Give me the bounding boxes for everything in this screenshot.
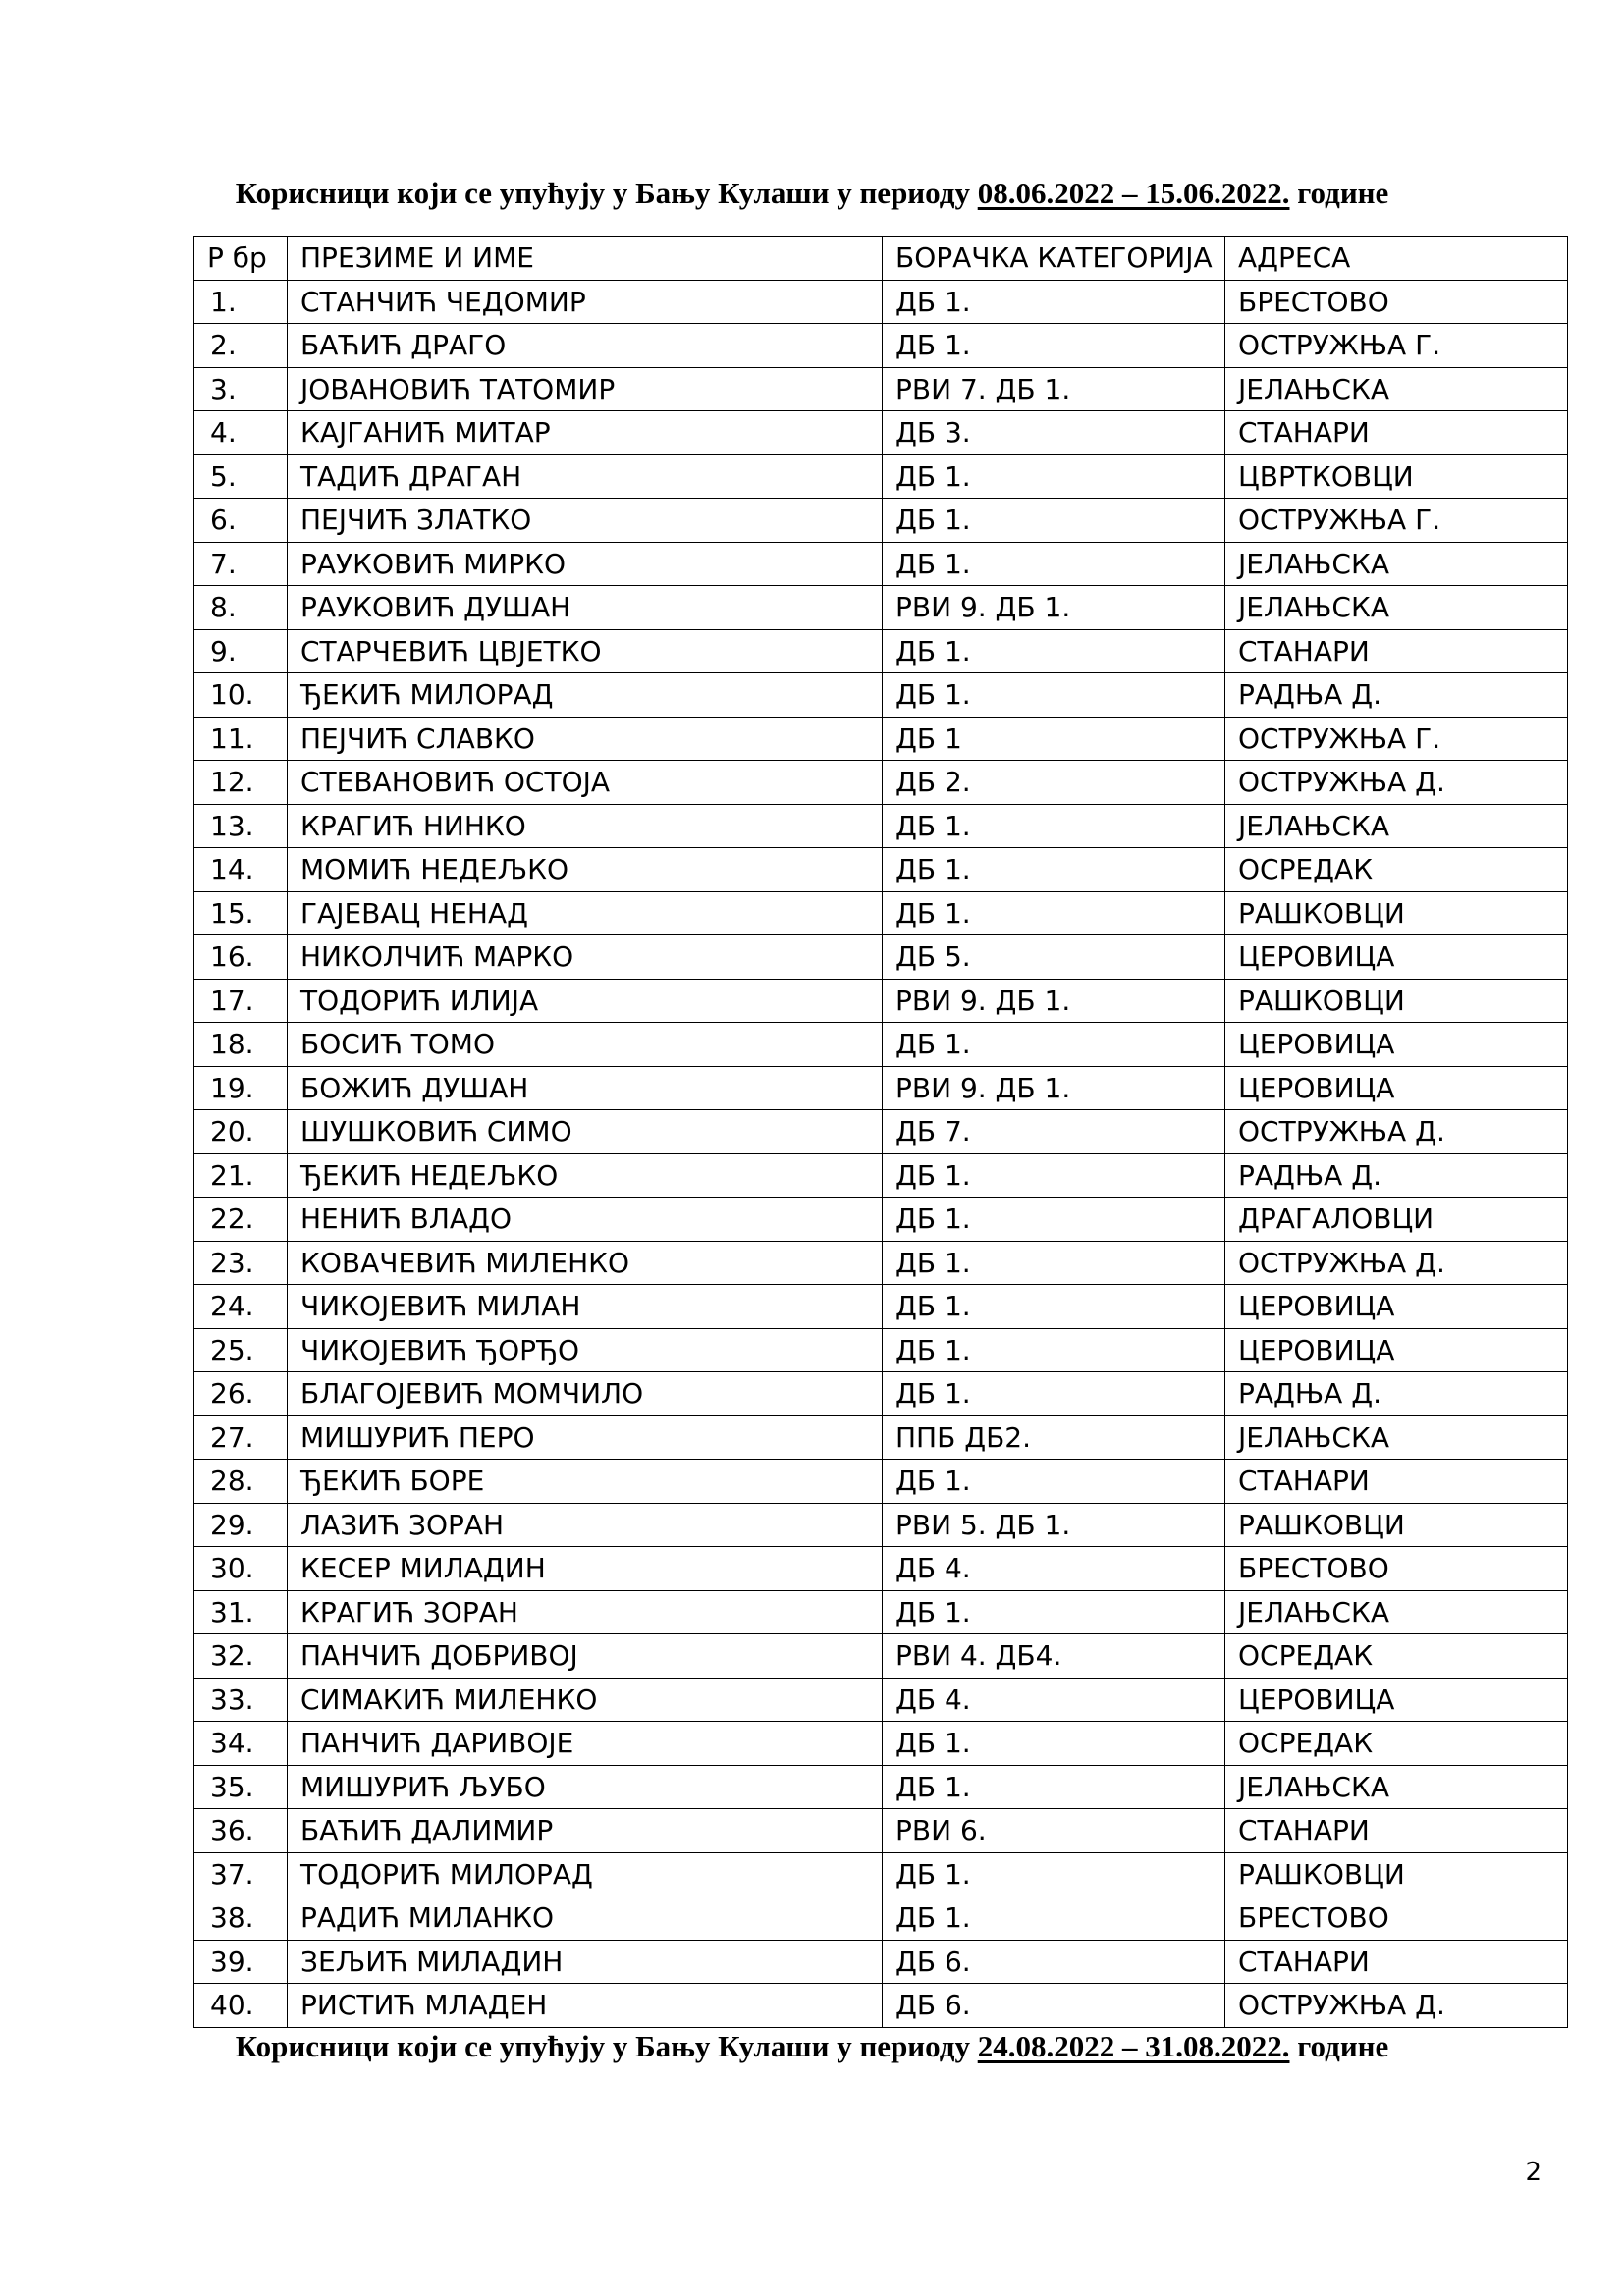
cell-name: КРАГИЋ НИНКО	[288, 804, 883, 848]
table-row	[194, 629, 1568, 673]
cell-number: 27.	[194, 1415, 288, 1460]
cell-number: 8.	[194, 586, 288, 630]
cell-name: НИКОЛЧИЋ МАРКО	[288, 935, 883, 980]
cell-category: ДБ 1.	[883, 499, 1225, 543]
cell-name: БАЋИЋ ДРАГО	[288, 324, 883, 368]
cell-number: 31.	[194, 1590, 288, 1634]
cell-address: РАДЊА Д.	[1225, 1372, 1568, 1416]
cell-category: РВИ 7. ДБ 1.	[883, 367, 1225, 411]
cell-category: ДБ 1.	[883, 1023, 1225, 1067]
cell-number: 39.	[194, 1940, 288, 1984]
cell-category: ДБ 1.	[883, 324, 1225, 368]
cell-name: МОМИЋ НЕДЕЉКО	[288, 848, 883, 892]
cell-address: ЈЕЛАЊСКА	[1225, 367, 1568, 411]
list-heading-second-period	[0, 2027, 1624, 2066]
cell-name: НЕНИЋ ВЛАДО	[288, 1198, 883, 1242]
cell-number: 11.	[194, 717, 288, 761]
cell-name: КОВАЧЕВИЋ МИЛЕНКО	[288, 1241, 883, 1285]
cell-category: ДБ 1.	[883, 1460, 1225, 1504]
cell-number: 35.	[194, 1765, 288, 1809]
table-row	[194, 1634, 1568, 1679]
table-header-row	[194, 237, 1568, 281]
cell-name: ПЕЈЧИЋ ЗЛАТКО	[288, 499, 883, 543]
cell-name: БЛАГОЈЕВИЋ МОМЧИЛО	[288, 1372, 883, 1416]
cell-address: ЈЕЛАЊСКА	[1225, 1415, 1568, 1460]
cell-category: ДБ 6.	[883, 1984, 1225, 2028]
cell-name: ЧИКОЈЕВИЋ МИЛАН	[288, 1285, 883, 1329]
table-row	[194, 1285, 1568, 1329]
cell-address: ОСТРУЖЊА Д.	[1225, 1241, 1568, 1285]
table-row	[194, 1765, 1568, 1809]
list-heading-first-period	[0, 174, 1624, 213]
cell-address: ЈЕЛАЊСКА	[1225, 1765, 1568, 1809]
cell-number: 5.	[194, 454, 288, 499]
table-row	[194, 761, 1568, 805]
cell-category: ДБ 1.	[883, 1198, 1225, 1242]
cell-category: ДБ 6.	[883, 1940, 1225, 1984]
cell-address: ЦЕРОВИЦА	[1225, 1328, 1568, 1372]
cell-number: 19.	[194, 1066, 288, 1110]
table-row	[194, 1241, 1568, 1285]
cell-number: 40.	[194, 1984, 288, 2028]
cell-number: 3.	[194, 367, 288, 411]
table-row	[194, 411, 1568, 455]
cell-name: ПАНЧИЋ ДАРИВОЈЕ	[288, 1722, 883, 1766]
cell-number: 16.	[194, 935, 288, 980]
cell-address: РАШКОВЦИ	[1225, 979, 1568, 1023]
cell-number: 2.	[194, 324, 288, 368]
table-row	[194, 848, 1568, 892]
page-number: 2	[1525, 2158, 1542, 2187]
table-row	[194, 1852, 1568, 1896]
table-row	[194, 1896, 1568, 1941]
cell-number: 36.	[194, 1809, 288, 1853]
table-row	[194, 1415, 1568, 1460]
cell-address: ЈЕЛАЊСКА	[1225, 542, 1568, 586]
cell-category: ДБ 1.	[883, 673, 1225, 718]
cell-number: 13.	[194, 804, 288, 848]
cell-address: ОСТРУЖЊА Д.	[1225, 1110, 1568, 1154]
cell-number: 17.	[194, 979, 288, 1023]
cell-name: РИСТИЋ МЛАДЕН	[288, 1984, 883, 2028]
heading-prefix: Корисници који се упућују у Бању Кулаши у периоду	[235, 2029, 978, 2063]
cell-name: БОСИЋ ТОМО	[288, 1023, 883, 1067]
cell-category: ДБ 3.	[883, 411, 1225, 455]
table-row	[194, 1328, 1568, 1372]
table-row	[194, 1940, 1568, 1984]
cell-category: РВИ 4. ДБ4.	[883, 1634, 1225, 1679]
header-cell-number: Р бр	[194, 237, 288, 281]
cell-category: ДБ 1.	[883, 1241, 1225, 1285]
cell-category: ДБ 1.	[883, 454, 1225, 499]
table-row	[194, 454, 1568, 499]
cell-number: 30.	[194, 1547, 288, 1591]
cell-number: 34.	[194, 1722, 288, 1766]
cell-address: ОСРЕДАК	[1225, 848, 1568, 892]
cell-name: РАДИЋ МИЛАНКО	[288, 1896, 883, 1941]
cell-number: 26.	[194, 1372, 288, 1416]
table-row	[194, 1372, 1568, 1416]
beneficiaries-table	[193, 236, 1568, 2028]
table-row	[194, 1809, 1568, 1853]
cell-address: ОСРЕДАК	[1225, 1634, 1568, 1679]
cell-address: ОСТРУЖЊА Г.	[1225, 717, 1568, 761]
cell-name: ЧИКОЈЕВИЋ ЂОРЂО	[288, 1328, 883, 1372]
cell-number: 38.	[194, 1896, 288, 1941]
table-row	[194, 324, 1568, 368]
cell-number: 20.	[194, 1110, 288, 1154]
cell-address: БРЕСТОВО	[1225, 1547, 1568, 1591]
cell-number: 4.	[194, 411, 288, 455]
cell-name: БОЖИЋ ДУШАН	[288, 1066, 883, 1110]
cell-name: МИШУРИЋ ЉУБО	[288, 1765, 883, 1809]
cell-address: ЈЕЛАЊСКА	[1225, 804, 1568, 848]
cell-address: РАДЊА Д.	[1225, 673, 1568, 718]
cell-address: СТАНАРИ	[1225, 411, 1568, 455]
table-row	[194, 1678, 1568, 1722]
cell-number: 21.	[194, 1153, 288, 1198]
table-row	[194, 891, 1568, 935]
table-row	[194, 1722, 1568, 1766]
cell-category: РВИ 9. ДБ 1.	[883, 1066, 1225, 1110]
cell-number: 29.	[194, 1503, 288, 1547]
cell-address: РАШКОВЦИ	[1225, 891, 1568, 935]
table-row	[194, 935, 1568, 980]
table-row	[194, 1066, 1568, 1110]
cell-category: РВИ 6.	[883, 1809, 1225, 1853]
cell-name: ГАЈЕВАЦ НЕНАД	[288, 891, 883, 935]
cell-name: ПЕЈЧИЋ СЛАВКО	[288, 717, 883, 761]
heading-suffix: године	[1289, 2029, 1389, 2063]
cell-name: ЛАЗИЋ ЗОРАН	[288, 1503, 883, 1547]
table-row	[194, 367, 1568, 411]
cell-name: КРАГИЋ ЗОРАН	[288, 1590, 883, 1634]
cell-number: 12.	[194, 761, 288, 805]
cell-address: ОСРЕДАК	[1225, 1722, 1568, 1766]
cell-name: СТЕВАНОВИЋ ОСТОЈА	[288, 761, 883, 805]
cell-category: ДБ 1.	[883, 1590, 1225, 1634]
cell-number: 22.	[194, 1198, 288, 1242]
cell-name: ЂЕКИЋ БОРЕ	[288, 1460, 883, 1504]
table-row	[194, 979, 1568, 1023]
cell-name: ТОДОРИЋ МИЛОРАД	[288, 1852, 883, 1896]
heading-period: 08.06.2022 – 15.06.2022.	[977, 176, 1290, 210]
table-row	[194, 1547, 1568, 1591]
cell-address: ОСТРУЖЊА Д.	[1225, 1984, 1568, 2028]
cell-category: ДБ 1.	[883, 848, 1225, 892]
heading-prefix: Корисници који се упућују у Бању Кулаши у периоду	[235, 176, 978, 210]
cell-category: ДБ 1.	[883, 891, 1225, 935]
cell-address: РАДЊА Д.	[1225, 1153, 1568, 1198]
table-row	[194, 1023, 1568, 1067]
table-row	[194, 1590, 1568, 1634]
cell-address: СТАНАРИ	[1225, 1809, 1568, 1853]
heading-suffix: године	[1289, 176, 1389, 210]
cell-category: ДБ 5.	[883, 935, 1225, 980]
header-cell-name: ПРЕЗИМЕ И ИМЕ	[288, 237, 883, 281]
cell-name: БАЋИЋ ДАЛИМИР	[288, 1809, 883, 1853]
cell-number: 7.	[194, 542, 288, 586]
cell-address: СТАНАРИ	[1225, 629, 1568, 673]
cell-number: 18.	[194, 1023, 288, 1067]
cell-address: ЈЕЛАЊСКА	[1225, 586, 1568, 630]
cell-address: ЦЕРОВИЦА	[1225, 1678, 1568, 1722]
cell-category: РВИ 5. ДБ 1.	[883, 1503, 1225, 1547]
cell-name: ШУШКОВИЋ СИМО	[288, 1110, 883, 1154]
table-row	[194, 673, 1568, 718]
cell-address: ЦЕРОВИЦА	[1225, 1066, 1568, 1110]
cell-address: ДРАГАЛОВЦИ	[1225, 1198, 1568, 1242]
cell-name: ЂЕКИЋ НЕДЕЉКО	[288, 1153, 883, 1198]
cell-number: 33.	[194, 1678, 288, 1722]
cell-address: БРЕСТОВО	[1225, 280, 1568, 324]
cell-number: 37.	[194, 1852, 288, 1896]
cell-name: ЈОВАНОВИЋ ТАТОМИР	[288, 367, 883, 411]
cell-name: ЗЕЉИЋ МИЛАДИН	[288, 1940, 883, 1984]
cell-category: ДБ 1.	[883, 1153, 1225, 1198]
cell-name: МИШУРИЋ ПЕРО	[288, 1415, 883, 1460]
cell-address: ОСТРУЖЊА Г.	[1225, 324, 1568, 368]
cell-address: ЈЕЛАЊСКА	[1225, 1590, 1568, 1634]
table-row	[194, 499, 1568, 543]
table-row	[194, 1153, 1568, 1198]
cell-category: ДБ 1.	[883, 1765, 1225, 1809]
cell-number: 15.	[194, 891, 288, 935]
cell-category: ДБ 1.	[883, 1852, 1225, 1896]
cell-name: СТАРЧЕВИЋ ЦВЈЕТКО	[288, 629, 883, 673]
cell-number: 32.	[194, 1634, 288, 1679]
cell-category: ДБ 1.	[883, 280, 1225, 324]
cell-number: 6.	[194, 499, 288, 543]
table-row	[194, 804, 1568, 848]
table-row	[194, 1460, 1568, 1504]
cell-category: ДБ 1.	[883, 542, 1225, 586]
header-cell-address: АДРЕСА	[1225, 237, 1568, 281]
cell-category: ДБ 1.	[883, 1722, 1225, 1766]
table-row	[194, 1984, 1568, 2028]
cell-name: СТАНЧИЋ ЧЕДОМИР	[288, 280, 883, 324]
cell-category: ДБ 4.	[883, 1547, 1225, 1591]
cell-number: 1.	[194, 280, 288, 324]
table-row	[194, 1198, 1568, 1242]
cell-number: 9.	[194, 629, 288, 673]
cell-address: РАШКОВЦИ	[1225, 1503, 1568, 1547]
heading-period: 24.08.2022 – 31.08.2022.	[977, 2029, 1290, 2063]
cell-number: 24.	[194, 1285, 288, 1329]
cell-name: КЕСЕР МИЛАДИН	[288, 1547, 883, 1591]
table-row	[194, 717, 1568, 761]
cell-address: БРЕСТОВО	[1225, 1896, 1568, 1941]
table-row	[194, 1503, 1568, 1547]
cell-name: ТАДИЋ ДРАГАН	[288, 454, 883, 499]
cell-address: ОСТРУЖЊА Г.	[1225, 499, 1568, 543]
cell-category: ДБ 7.	[883, 1110, 1225, 1154]
cell-name: ПАНЧИЋ ДОБРИВОЈ	[288, 1634, 883, 1679]
table-row	[194, 586, 1568, 630]
cell-category: РВИ 9. ДБ 1.	[883, 979, 1225, 1023]
cell-number: 23.	[194, 1241, 288, 1285]
cell-category: ДБ 1.	[883, 629, 1225, 673]
cell-address: СТАНАРИ	[1225, 1940, 1568, 1984]
cell-address: ЦВРТКОВЦИ	[1225, 454, 1568, 499]
cell-name: КАЈГАНИЋ МИТАР	[288, 411, 883, 455]
cell-address: СТАНАРИ	[1225, 1460, 1568, 1504]
cell-category: ДБ 1.	[883, 1285, 1225, 1329]
cell-number: 10.	[194, 673, 288, 718]
cell-name: РАУКОВИЋ МИРКО	[288, 542, 883, 586]
cell-category: ДБ 4.	[883, 1678, 1225, 1722]
cell-number: 14.	[194, 848, 288, 892]
header-cell-category: БОРАЧКА КАТЕГОРИЈА	[883, 237, 1225, 281]
cell-address: ОСТРУЖЊА Д.	[1225, 761, 1568, 805]
cell-category: ДБ 1.	[883, 1372, 1225, 1416]
cell-category: ДБ 1.	[883, 1896, 1225, 1941]
cell-address: ЦЕРОВИЦА	[1225, 1023, 1568, 1067]
cell-category: ДБ 2.	[883, 761, 1225, 805]
table-row	[194, 542, 1568, 586]
cell-category: ДБ 1	[883, 717, 1225, 761]
table-row	[194, 280, 1568, 324]
cell-address: ЦЕРОВИЦА	[1225, 1285, 1568, 1329]
cell-address: ЦЕРОВИЦА	[1225, 935, 1568, 980]
cell-name: РАУКОВИЋ ДУШАН	[288, 586, 883, 630]
cell-number: 25.	[194, 1328, 288, 1372]
cell-category: ДБ 1.	[883, 804, 1225, 848]
cell-name: ТОДОРИЋ ИЛИЈА	[288, 979, 883, 1023]
cell-category: РВИ 9. ДБ 1.	[883, 586, 1225, 630]
cell-name: СИМАКИЋ МИЛЕНКО	[288, 1678, 883, 1722]
cell-category: ППБ ДБ2.	[883, 1415, 1225, 1460]
cell-category: ДБ 1.	[883, 1328, 1225, 1372]
cell-number: 28.	[194, 1460, 288, 1504]
cell-address: РАШКОВЦИ	[1225, 1852, 1568, 1896]
cell-name: ЂЕКИЋ МИЛОРАД	[288, 673, 883, 718]
table-row	[194, 1110, 1568, 1154]
